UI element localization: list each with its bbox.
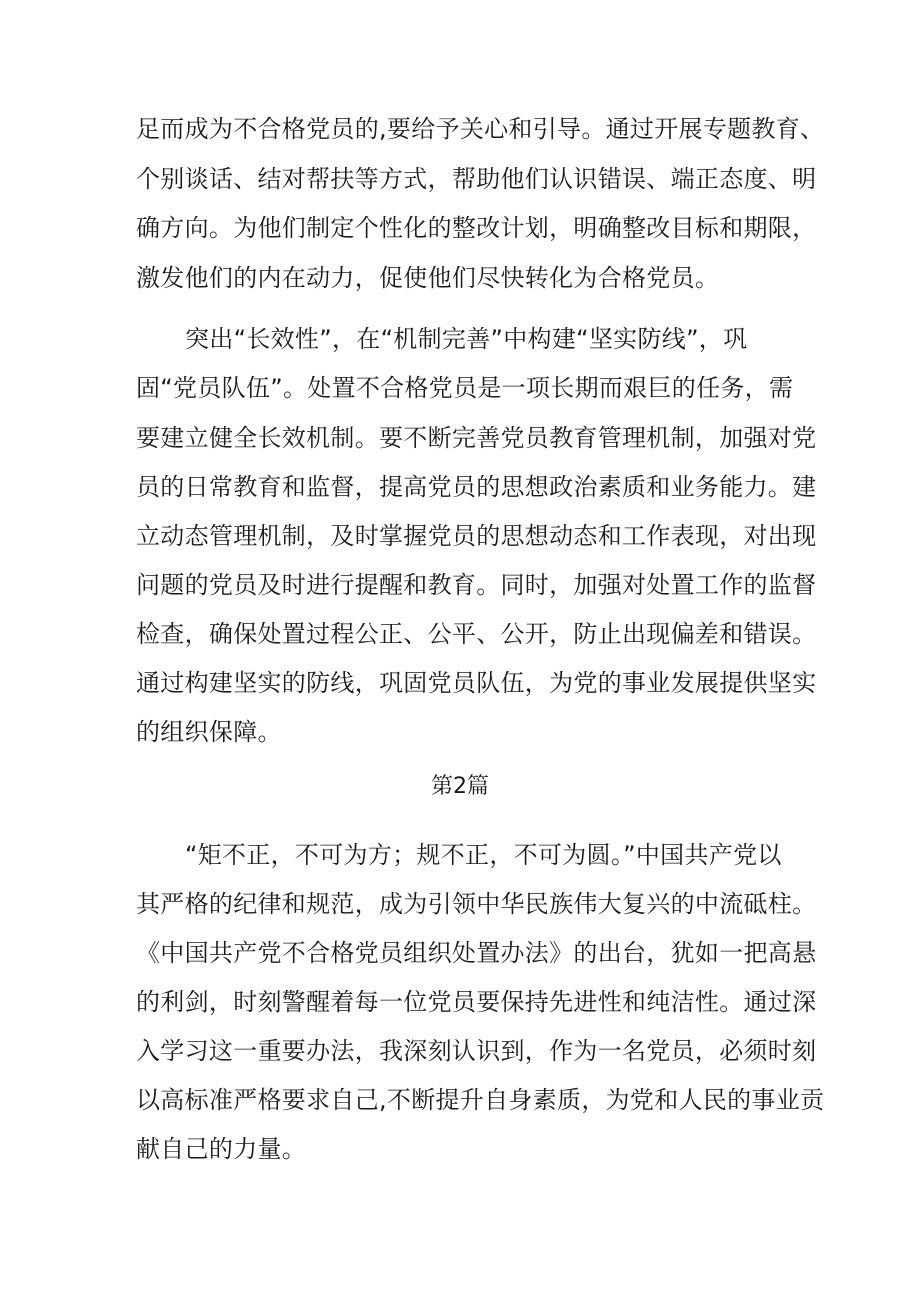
paragraph-1-line-2: 个别谈话、结对帮扶等方式，帮助他们认识错误、端正态度、明 bbox=[136, 165, 817, 193]
paragraph-2-line-5: 立动态管理机制，及时掌握党员的思想动态和工作表现，对出现 bbox=[136, 522, 817, 550]
paragraph-3-line-5: 入学习这一重要办法，我深刻认识到，作为一名党员，必须时刻 bbox=[136, 1037, 817, 1065]
paragraph-2-line-1: 突出“长效性”，在“机制完善”中构建“坚实防线”，巩 bbox=[185, 325, 748, 353]
paragraph-3-line-6: 以高标准严格要求自己,不断提升自身素质，为党和人民的事业贡 bbox=[136, 1086, 825, 1114]
paragraph-3-line-7: 献自己的力量。 bbox=[136, 1135, 307, 1163]
paragraph-1-line-1: 足而成为不合格党员的,要给予关心和引导。通过开展专题教育、 bbox=[136, 115, 825, 143]
paragraph-2-line-3: 要建立健全长效机制。要不断完善党员教育管理机制，加强对党 bbox=[136, 424, 817, 452]
paragraph-2-line-9: 的组织保障。 bbox=[136, 718, 282, 746]
paragraph-1-line-4: 激发他们的内在动力，促使他们尽快转化为合格党员。 bbox=[136, 264, 720, 292]
paragraph-2-line-8: 通过构建坚实的防线，巩固党员队伍，为党的事业发展提供坚实 bbox=[136, 669, 817, 697]
section-heading: 第2篇 bbox=[431, 774, 489, 799]
paragraph-3-line-3: 《中国共产党不合格党员组织处置办法》的出台，犹如一把高悬 bbox=[136, 939, 817, 967]
paragraph-2-line-2: 固“党员队伍”。处置不合格党员是一项长期而艰巨的任务，需 bbox=[136, 374, 794, 402]
paragraph-3-line-1: “矩不正，不可为方；规不正，不可为圆。”中国共产党以 bbox=[185, 841, 782, 869]
paragraph-2-line-6: 问题的党员及时进行提醒和教育。同时，加强对处置工作的监督 bbox=[136, 571, 817, 599]
paragraph-3-line-4: 的利剑，时刻警醒着每一位党员要保持先进性和纯洁性。通过深 bbox=[136, 988, 817, 1016]
paragraph-1-line-3: 确方向。为他们制定个性化的整改计划，明确整改目标和期限， bbox=[136, 214, 817, 242]
paragraph-2-line-7: 检查，确保处置过程公正、公平、公开，防止出现偏差和错误。 bbox=[136, 620, 817, 648]
paragraph-2-line-4: 员的日常教育和监督，提高党员的思想政治素质和业务能力。建 bbox=[136, 473, 817, 501]
paragraph-3-line-2: 其严格的纪律和规范，成为引领中华民族伟大复兴的中流砥柱。 bbox=[136, 890, 817, 918]
